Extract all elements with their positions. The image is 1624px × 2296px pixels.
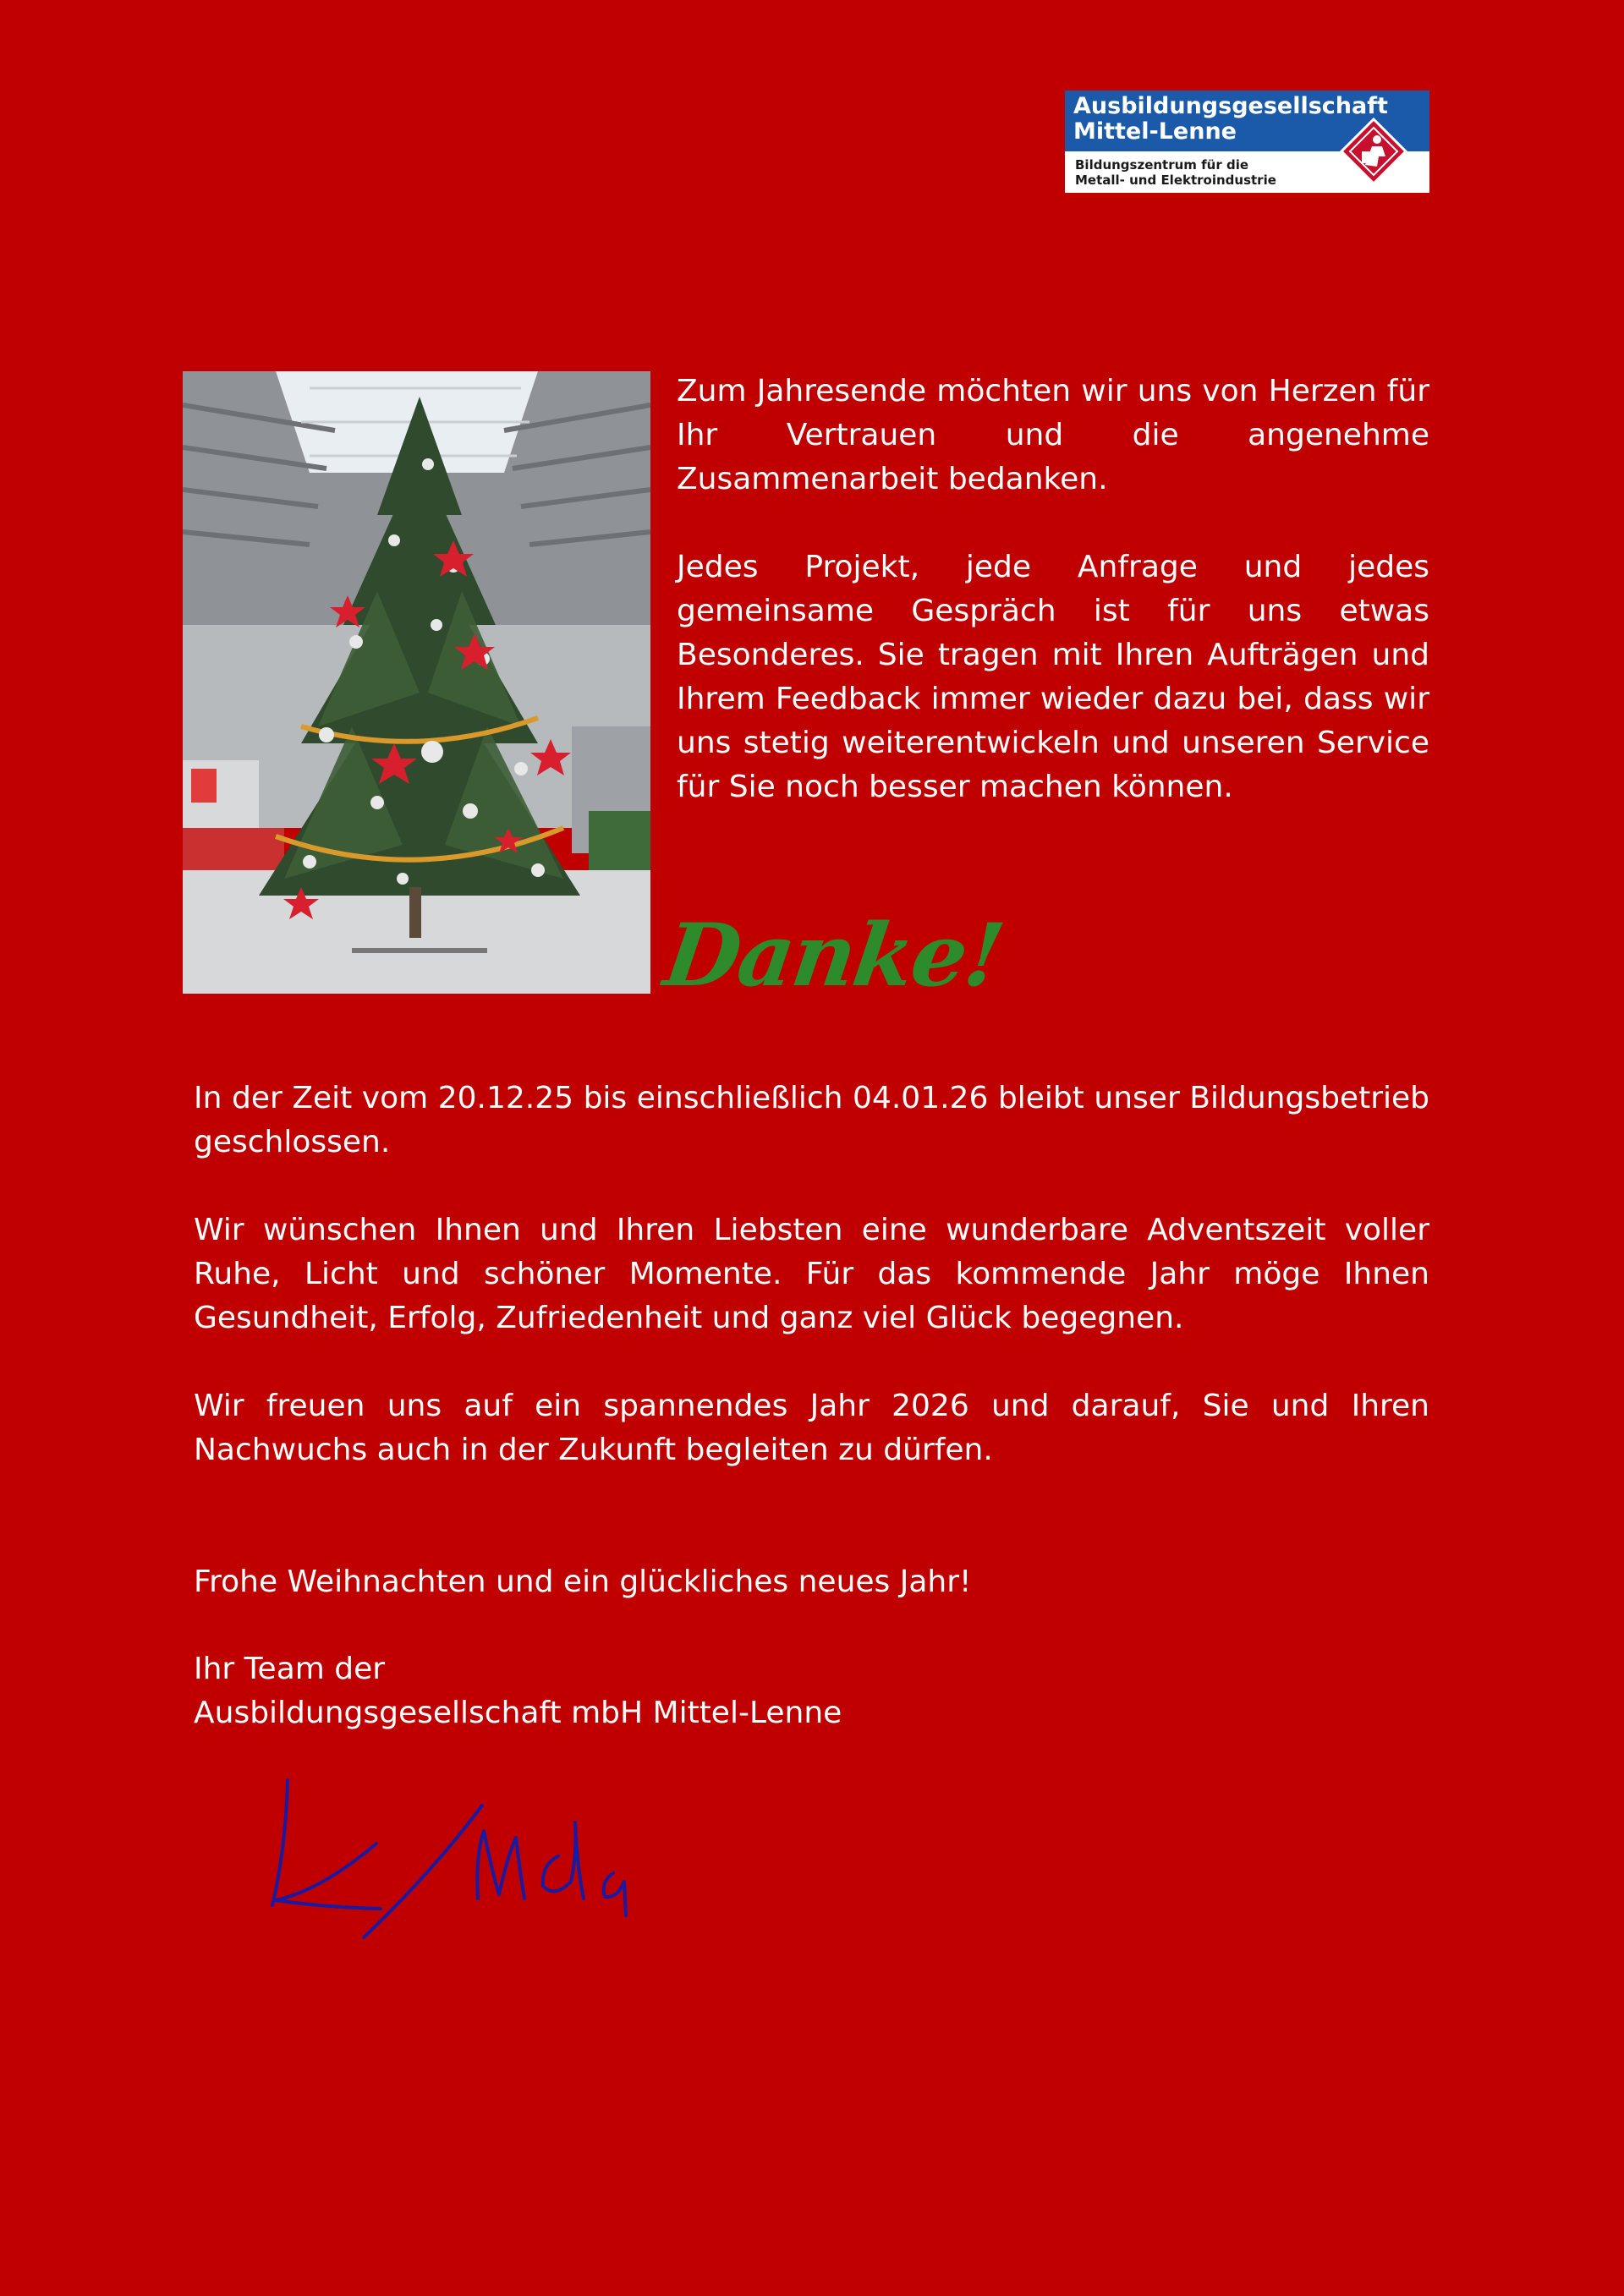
sign-off	[194, 1647, 1429, 1735]
logo-subtitle-line2: Metall- und Elektroindustrie	[1075, 173, 1276, 188]
thanks-script-text: Danke!	[658, 905, 1009, 1006]
christmas-tree-photo	[183, 371, 650, 994]
logo-title-line1: Ausbildungsgesellschaft	[1073, 93, 1388, 119]
intro-paragraph: Zum Jahresende möchten wir uns von Herzen für Ihr Vertrauen und die angenehme Zusammenarbeit bedanken.	[677, 374, 1429, 496]
closure-paragraph: In der Zeit vom 20.12.25 bis einschließlich 04.01.26 bleibt unser Bildungsbetrieb geschlossen.	[194, 1081, 1429, 1159]
logo-emblem-icon	[1340, 118, 1407, 185]
logo-subtitle-line1: Bildungszentrum für die	[1075, 157, 1249, 173]
company-logo	[1065, 90, 1429, 193]
greeting-line: Frohe Weihnachten und ein glückliches neues Jahr!	[194, 1564, 972, 1599]
projects-paragraph: Jedes Projekt, jede Anfrage und jedes gemeinsame Gespräch ist für uns etwas Besonderes. Sie tragen mit Ihren Aufträgen und Ihrem Feedback immer wieder dazu bei, dass wir uns stetig weiterentwickeln und unseren Service für Sie noch besser machen können.	[677, 550, 1429, 804]
sign-off-line1: Ihr Team der	[194, 1652, 386, 1686]
logo-title-line2: Mittel-Lenne	[1073, 118, 1237, 145]
future-paragraph: Wir freuen uns auf ein spannendes Jahr 2026 und darauf, Sie und Ihren Nachwuchs auch in der Zukunft begleiten zu dürfen.	[194, 1389, 1429, 1467]
logo-subtitle	[1075, 157, 1276, 188]
handwritten-signature	[262, 1772, 702, 1958]
sign-off-line2: Ausbildungsgesellschaft mbH Mittel-Lenne	[194, 1696, 842, 1730]
wishes-paragraph: Wir wünschen Ihnen und Ihren Liebsten eine wunderbare Adventszeit voller Ruhe, Licht und schöner Momente. Für das kommende Jahr möge Ihnen Gesundheit, Erfolg, Zufriedenheit und ganz viel Glück begegnen.	[194, 1213, 1429, 1335]
